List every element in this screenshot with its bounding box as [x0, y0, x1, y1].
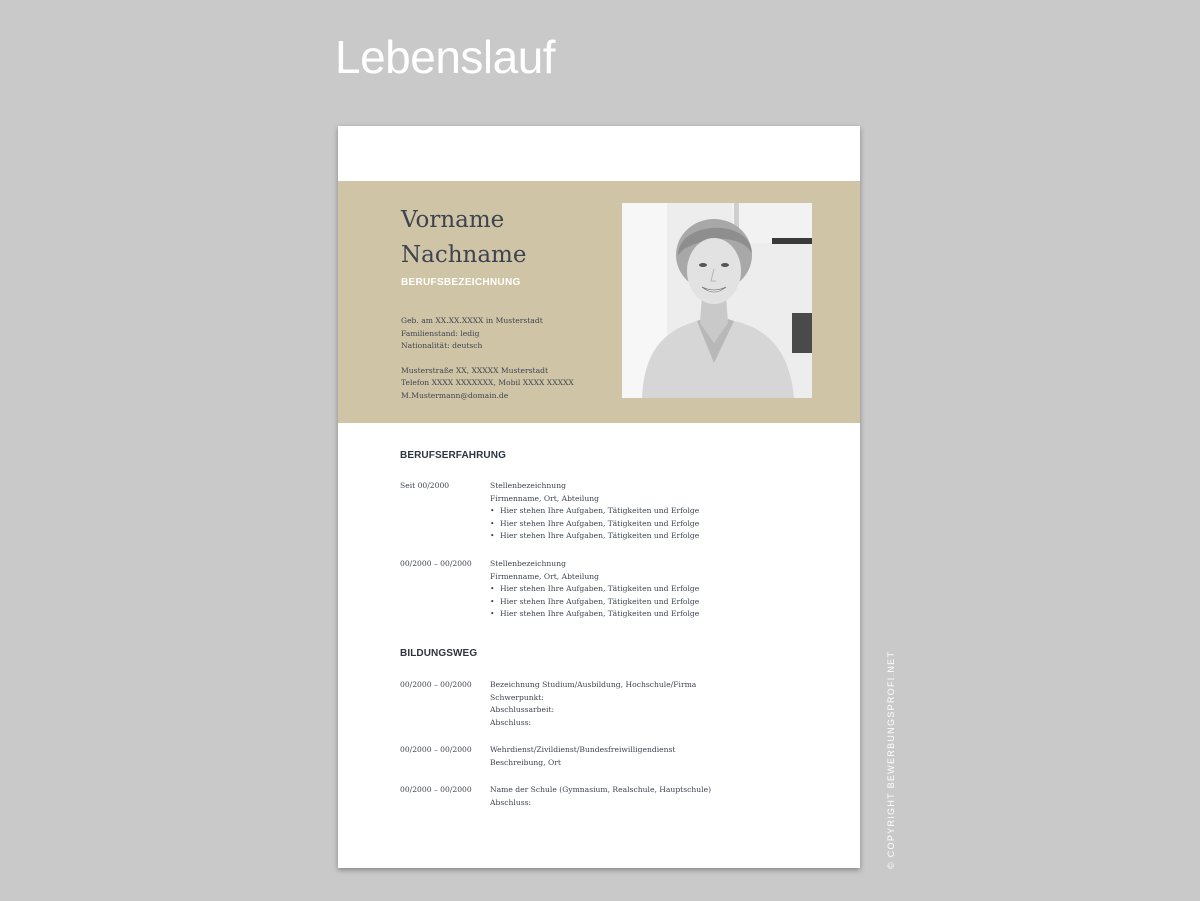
entry-date: Seit 00/2000: [400, 481, 450, 490]
entry-bullet: • Hier stehen Ihre Aufgaben, Tätigkeiten und Erfolge: [490, 505, 820, 518]
first-name: Vorname: [401, 207, 505, 233]
entry-line: Abschlussarbeit:: [490, 705, 555, 715]
profile-photo: [622, 203, 812, 398]
entry-details: [490, 744, 820, 769]
entry-line: Beschreibung, Ort: [490, 757, 561, 767]
entry-line: Name der Schule (Gymnasium, Realschule, Hauptschule): [490, 785, 712, 794]
personal-details: [401, 315, 574, 403]
entry-bullet: • Hier stehen Ihre Aufgaben, Tätigkeiten und Erfolge: [490, 583, 820, 596]
entry-bullet: • Hier stehen Ihre Aufgaben, Tätigkeiten und Erfolge: [490, 530, 820, 543]
address: Musterstraße XX, XXXXX Musterstadt: [401, 365, 549, 375]
entry-position: Stellenbezeichnung: [490, 559, 566, 568]
entry-bullet: • Hier stehen Ihre Aufgaben, Tätigkeiten und Erfolge: [490, 518, 820, 531]
entry-line: Schwerpunkt:: [490, 692, 544, 702]
entry-company: Firmenname, Ort, Abteilung: [490, 571, 599, 581]
entry-details: [490, 480, 820, 543]
entry-details: [490, 679, 820, 729]
experience-title: BERUFSERFAHRUNG: [400, 450, 506, 461]
entry-date: 00/2000 – 00/2000: [400, 559, 472, 568]
entry-date: 00/2000 – 00/2000: [400, 680, 472, 689]
entry-date: 00/2000 – 00/2000: [400, 745, 472, 754]
birth-info: Geb. am XX.XX.XXXX in Musterstadt: [401, 316, 543, 325]
cv-header: [338, 181, 860, 423]
copyright-notice: © COPYRIGHT BEWERBUNGSPROFI.NET: [886, 650, 896, 869]
phone: Telefon XXXX XXXXXXX, Mobil XXXX XXXXX: [401, 378, 574, 388]
entry-position: Stellenbezeichnung: [490, 481, 566, 490]
entry-bullet: • Hier stehen Ihre Aufgaben, Tätigkeiten und Erfolge: [490, 596, 820, 609]
entry-date: 00/2000 – 00/2000: [400, 785, 472, 794]
portrait-illustration: [622, 203, 812, 398]
cv-document: [338, 126, 860, 868]
entry-line: Wehrdienst/Zivildienst/Bundesfreiwilligendienst: [490, 745, 676, 754]
page-title: Lebenslauf: [335, 31, 556, 83]
entry-company: Firmenname, Ort, Abteilung: [490, 493, 599, 503]
spacer: [401, 353, 574, 365]
job-title: BERUFSBEZEICHNUNG: [401, 277, 521, 288]
entry-bullet: • Hier stehen Ihre Aufgaben, Tätigkeiten und Erfolge: [490, 608, 820, 621]
nationality: Nationalität: deutsch: [401, 341, 483, 351]
education-title: BILDUNGSWEG: [400, 648, 478, 659]
last-name: Nachname: [401, 242, 527, 268]
entry-line: Abschluss:: [490, 717, 532, 727]
entry-details: [490, 784, 820, 809]
marital-status: Familienstand: ledig: [401, 328, 480, 338]
email: M.Mustermann@domain.de: [401, 390, 509, 400]
entry-line: Bezeichnung Studium/Ausbildung, Hochschule/Firma: [490, 680, 697, 689]
person-name: [401, 203, 526, 273]
entry-details: [490, 558, 820, 621]
entry-line: Abschluss:: [490, 797, 532, 807]
